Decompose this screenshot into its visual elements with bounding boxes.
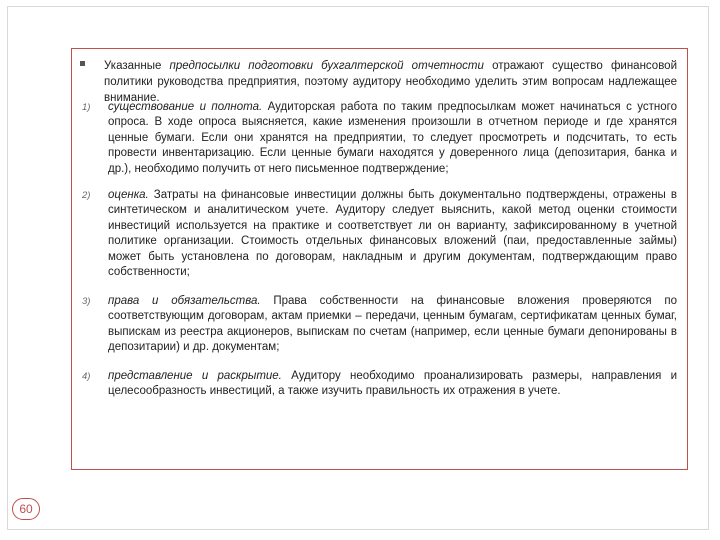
- item-number: 2): [82, 190, 91, 201]
- list-item-rights: [80, 294, 677, 356]
- item-body: Затраты на финансовые инвестиции должны быть документально подтверждены, отражены в синтетическом и аналитическом учете. Аудитору следует выяснить, какой метод оценки стоимости инвестиций используется на практике и соответствует ли он варианту, зафиксированному в учетной политике организации. Стоимость отдельных финансовых вложений (паи, предоставленные займы) может быть установлена по договорам, накладным и другим документам, подтверждающим право собственности;: [108, 189, 677, 279]
- item-body: Аудитору необходимо проанализировать размеры, направления и целесообразность инвестиций, а также изучить правильность их отражения в учете.: [108, 370, 678, 398]
- intro-paragraph: [80, 58, 677, 106]
- bullet-square-icon: [80, 61, 85, 66]
- intro-text: [104, 58, 677, 106]
- item-term: существование и полнота.: [108, 101, 263, 113]
- item-term: оценка.: [108, 189, 149, 201]
- intro-post: отражают существо финансовой политики руководства предприятия, поэтому аудитору необходимо уделить этим вопросам надлежащее внимание.: [104, 60, 677, 104]
- item-number: 1): [82, 102, 91, 113]
- item-text: [108, 294, 677, 356]
- page-number-badge: 60: [12, 498, 40, 520]
- item-text: [108, 369, 677, 400]
- item-text: [108, 188, 677, 280]
- item-body: Аудиторская работа по таким предпосылкам может начинаться с устного опроса. В ходе опроса выясняется, какие изменения произошли в отчетном периоде и где хранятся ценные бумаги. Если они хранятся на предприятии, то следует просмотреть и подсчитать, то есть провести инвентаризацию. Если ценные бумаги находятся у доверенного лица (депозитария, банка и др.), необходимо получить от него письменное подтверждение;: [108, 101, 677, 175]
- intro-term: предпосылки подготовки бухгалтерской отчетности: [169, 60, 484, 72]
- list-item-existence: [80, 100, 677, 177]
- item-number: 4): [82, 371, 91, 382]
- item-body: Права собственности на финансовые вложения проверяются по соответствующим договорам, актам приемки – передачи, ценным бумагам, сертификатам ценных бумаг, выпискам из реестра акционеров, выпискам по счетам (например, если ценные бумаги депонированы в депозитарии) и др. документам;: [108, 295, 678, 354]
- item-text: [108, 100, 677, 177]
- list-item-valuation: [80, 188, 677, 280]
- intro-pre: Указанные: [104, 60, 170, 72]
- list-item-presentation: [80, 369, 677, 400]
- item-term: права и обязательства.: [108, 295, 261, 307]
- item-number: 3): [82, 296, 91, 307]
- item-term: представление и раскрытие.: [108, 370, 282, 382]
